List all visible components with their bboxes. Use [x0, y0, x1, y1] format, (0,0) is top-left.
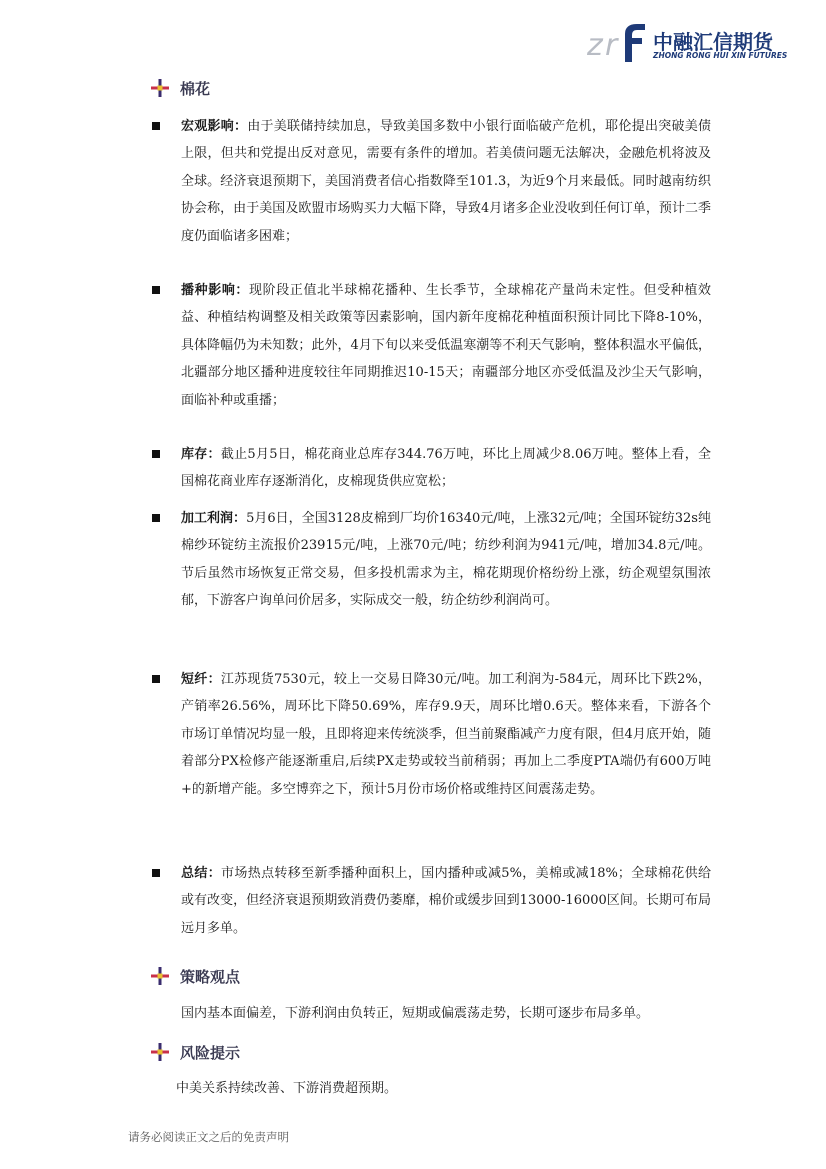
item-text: 现阶段正值北半球棉花播种、生长季节，全球棉花产量尚未定性。但受种植效益、种植结构调整及相关政策等因素影响，国内新年度棉花种植面积预计同比下降8-10%，具体降幅仍为未知数；此外，4月下旬以来受低温寒潮等不利天气影响，整体积温水平偏低，北疆部分地区播种进度较往年同期推迟10-15天；南疆部分地区亦受低温及沙尘天气影响，面临补种或重播；: [181, 283, 711, 408]
item-text: 由于美联储持续加息，导致美国多数中小银行面临破产危机，耶伦提出突破美债上限，但共和党提出反对意见，需要有条件的增加。若美债问题无法解决，金融危机将波及全球。经济衰退预期下，美国消费者信心指数降至101.3，为近9个月来最低。同时越南纺织协会称，由于美国及欧盟市场购买力大幅下降，导致4月诸多企业没收到任何订单，预计二季度仍面临诸多困难；: [181, 119, 711, 244]
item-label: 加工利润：: [181, 511, 247, 526]
star-bullet-icon: [150, 966, 170, 986]
item-text: 5月6日，全国3128皮棉到厂均价16340元/吨，上涨32元/吨；全国环锭纺32s纯棉纱环锭纺主流报价23915元/吨，上涨70元/吨；纺纱利润为941元/吨，增加34.8元/吨。节后虽然市场恢复正常交易，但多投机需求为主，棉花期现价格纷纷上涨，纺企观望氛围浓郁，下游客户询单问价居多，实际成交一般，纺企纺纱利润尚可。: [181, 511, 711, 609]
cotton-item-macro: [152, 113, 712, 250]
cotton-item-planting: [152, 277, 712, 414]
cotton-item-profit: [152, 505, 712, 615]
section-title-risk: 风险提示: [180, 1043, 241, 1062]
item-label: 库存：: [181, 447, 221, 462]
company-logo: [587, 20, 788, 64]
cotton-item-staple-fiber: [152, 666, 712, 803]
strategy-text: 国内基本面偏差，下游利润由负转正，短期或偏震荡走势，长期可逐步布局多单。: [181, 1006, 650, 1021]
item-label: 总结：: [181, 866, 222, 881]
square-bullet-icon: [152, 869, 160, 877]
square-bullet-icon: [152, 514, 160, 522]
item-label: 宏观影响：: [181, 119, 248, 134]
section-heading-risk: [150, 1041, 240, 1063]
svg-text:z: z: [587, 28, 603, 62]
item-label: 短纤：: [181, 672, 221, 687]
item-text: 市场热点转移至新季播种面积上，国内播种或减5%，美棉或减18%；全球棉花供给或有改变，但经济衰退预期致消费仍萎靡，棉价或缓步回到13000-16000区间。长期可布局远月多单。: [181, 866, 711, 936]
item-text: 截止5月5日，棉花商业总库存344.76万吨，环比上周减少8.06万吨。整体上看，全国棉花商业库存逐渐消化，皮棉现货供应宽松；: [181, 447, 711, 490]
square-bullet-icon: [152, 675, 160, 683]
square-bullet-icon: [152, 450, 160, 458]
risk-text: 中美关系持续改善、下游消费超预期。: [176, 1081, 398, 1096]
section-title-cotton: 棉花: [180, 79, 211, 98]
cotton-item-inventory: [152, 441, 712, 496]
square-bullet-icon: [152, 286, 160, 294]
zrf-logo-icon: [587, 22, 649, 62]
svg-text:r: r: [605, 28, 618, 62]
section-heading-strategy: [150, 965, 240, 987]
square-bullet-icon: [152, 122, 160, 130]
star-bullet-icon: [150, 78, 170, 98]
section-heading-cotton: [150, 77, 210, 99]
item-text: 江苏现货7530元，较上一交易日降30元/吨。加工利润为-584元，周环比下跌2%，产销率26.56%，周环比下降50.69%，库存9.9天，周环比增0.6天。整体来看，下游各个市场订单情况均显一般，且即将迎来传统淡季，但当前聚酯减产力度有限，但4月底开始，随着部分PX检修产能逐渐重启,后续PX走势或较当前稍弱；再加上二季度PTA端仍有600万吨+的新增产能。多空博弈之下，预计5月份市场价格或维持区间震荡走势。: [181, 672, 711, 797]
logo-text-cn: 中融汇信期货: [653, 30, 773, 54]
star-bullet-icon: [150, 1042, 170, 1062]
disclaimer-footer: 请务必阅读正文之后的免责声明: [128, 1130, 289, 1144]
cotton-item-summary: [152, 860, 712, 942]
item-label: 播种影响：: [181, 283, 250, 298]
section-title-strategy: 策略观点: [180, 967, 241, 986]
logo-text-en: ZHONG RONG HUI XIN FUTURES: [653, 51, 788, 60]
